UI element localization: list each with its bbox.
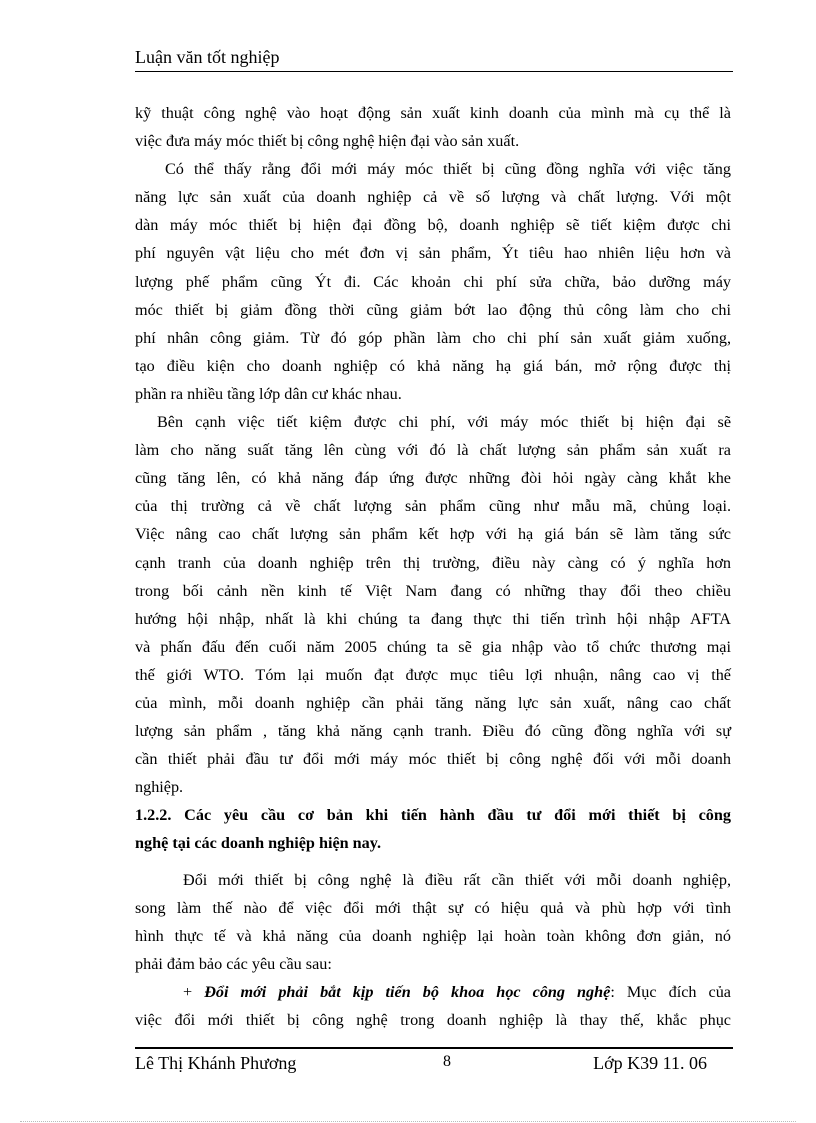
text-line: cạnh tranh của doanh nghiệp trên thị trường, điều này càng có ý nghĩa hơn bbox=[135, 553, 731, 572]
text-line: làm cho năng suất tăng lên cùng với đó là chất lượng sản phẩm sản xuất ra bbox=[135, 441, 731, 460]
section-heading bbox=[135, 801, 731, 857]
text-line: của mình, mỗi doanh nghiệp cần phải tăng năng lực sản xuất, nâng cao chất bbox=[135, 693, 731, 712]
emphasis-text: Đổi mới phải bắt kịp tiến bộ khoa học công nghệ bbox=[204, 982, 611, 1001]
text-line: phải đảm bảo các yêu cầu sau: bbox=[135, 954, 332, 973]
heading-line: nghệ tại các doanh nghiệp hiện nay. bbox=[135, 834, 382, 853]
paragraph-1 bbox=[135, 99, 731, 155]
text-line: phần ra nhiều tầng lớp dân cư khác nhau. bbox=[135, 384, 402, 403]
text-line: năng lực sản xuất của doanh nghiệp cả về số lượng và chất lượng. Với một bbox=[135, 188, 731, 207]
text-line: Có thể thấy rằng đổi mới máy móc thiết bị cũng đồng nghĩa với việc tăng bbox=[165, 160, 731, 179]
footer-class: Lớp K39 11. 06 bbox=[593, 1053, 707, 1073]
text-line: thế giới WTO. Tóm lại muốn đạt được mục tiêu lợi nhuận, nâng cao vị thế bbox=[135, 665, 731, 684]
text-line: lượng phế phẩm cũng Ýt đi. Các khoản chi phí sửa chữa, bảo dưỡng máy bbox=[135, 272, 731, 291]
text-line: hướng hội nhập, nhất là khi chúng ta đang thực thi tiến trình hội nhập AFTA bbox=[135, 609, 731, 628]
text-line: cũng tăng lên, có khả năng đáp ứng được những đòi hỏi ngày càng khắt khe bbox=[135, 469, 731, 488]
text-line: Đổi mới thiết bị công nghệ là điều rất cần thiết với mỗi doanh nghiệp, bbox=[183, 870, 731, 889]
paragraph-4 bbox=[135, 866, 731, 978]
text-run: : Mục đích của bbox=[610, 982, 731, 1001]
footer-author: Lê Thị Khánh Phương bbox=[135, 1053, 297, 1073]
heading-line: 1.2.2. Các yêu cầu cơ bản khi tiến hành đầu tư đổi mới thiết bị công bbox=[135, 806, 731, 825]
text-line: dàn máy móc thiết bị hiện đại đồng bộ, doanh nghiệp sẽ tiết kiệm được chi bbox=[135, 216, 731, 235]
page-footer bbox=[135, 1047, 733, 1079]
text-line: móc thiết bị giảm đồng thời cũng giảm bớt lao động thủ công làm cho chi bbox=[135, 300, 731, 319]
text-line: việc đổi mới thiết bị công nghệ trong doanh nghiệp là thay thế, khắc phục bbox=[135, 1011, 731, 1029]
text-line: kỹ thuật công nghệ vào hoạt động sản xuất kinh doanh của mình mà cụ thể là bbox=[135, 104, 731, 122]
text-line: và phấn đấu đến cuối năm 2005 chúng ta sẽ gia nhập vào tổ chức thương mại bbox=[135, 637, 731, 656]
header-title: Luận văn tốt nghiệp bbox=[135, 47, 280, 67]
bullet-marker: + bbox=[183, 982, 205, 1001]
paragraph-5 bbox=[135, 978, 731, 1034]
text-line: Việc nâng cao chất lượng sản phẩm kết hợp với hạ giá bán sẽ làm tăng sức bbox=[135, 525, 731, 544]
text-line: phí nhân công giảm. Từ đó góp phần làm cho chi phí sản xuất giảm xuống, bbox=[135, 328, 731, 347]
page-body bbox=[135, 99, 731, 1034]
text-line: phí nguyên vật liệu cho mét đơn vị sản phẩm, Ýt tiêu hao nhiên liệu hơn và bbox=[135, 244, 731, 263]
text-line: của thị trường cả về chất lượng sản phẩm cũng như mẫu mã, chủng loại. bbox=[135, 497, 731, 516]
page-number: 8 bbox=[443, 1053, 451, 1070]
text-line: việc đưa máy móc thiết bị công nghệ hiện đại vào sản xuất. bbox=[135, 132, 520, 151]
paragraph-2 bbox=[135, 155, 731, 408]
page-header bbox=[135, 45, 733, 72]
text-line: lượng sản phẩm , tăng khả năng cạnh tranh. Điều đó cũng đồng nghĩa với sự bbox=[135, 722, 731, 741]
text-line: nghiệp. bbox=[135, 778, 184, 797]
paragraph-3 bbox=[135, 408, 731, 801]
text-line: Bên cạnh việc tiết kiệm được chi phí, với máy móc thiết bị hiện đại sẽ bbox=[157, 413, 731, 432]
text-line bbox=[135, 978, 731, 1006]
text-line: tạo điều kiện cho doanh nghiệp có khả năng hạ giá bán, mở rộng được thị bbox=[135, 356, 731, 375]
text-line: hình thực tế và khả năng của doanh nghiệp lại hoàn toàn không đơn giản, nó bbox=[135, 926, 731, 945]
text-line: trong bối cảnh nền kinh tế Việt Nam đang có những thay đổi theo chiều bbox=[135, 581, 731, 600]
page-edge-divider bbox=[20, 1121, 796, 1122]
text-line: cần thiết phải đầu tư đổi mới máy móc thiết bị công nghệ đối với mỗi doanh bbox=[135, 750, 731, 769]
text-line: song làm thế nào để việc đổi mới thật sự có hiệu quả và phù hợp với tình bbox=[135, 898, 731, 917]
